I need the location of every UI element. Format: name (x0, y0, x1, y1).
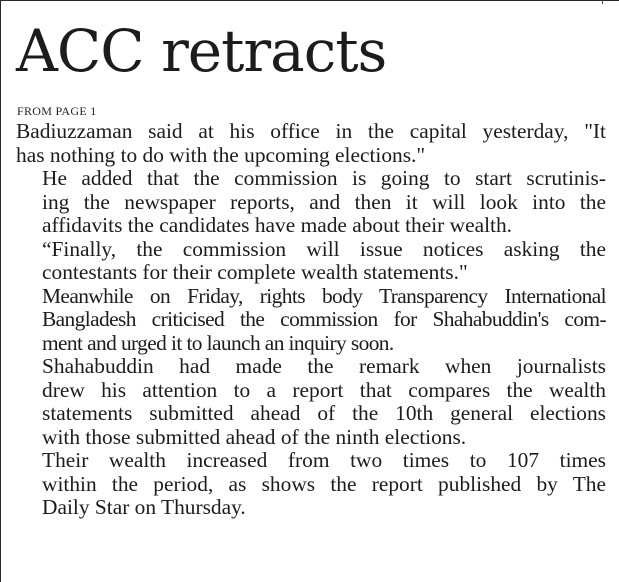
article-paragraph-4 (16, 285, 606, 356)
top-border-rule (0, 0, 619, 1)
paragraph-line: Daily Star on Thursday. (42, 495, 246, 519)
article-paragraph-5 (16, 355, 606, 449)
article-body (16, 120, 606, 520)
paragraph-line: He added that the commission is going to start scrutinis- (42, 166, 606, 190)
paragraph-line: Bangladesh criticised the commission for Shahabuddin's com- (42, 307, 606, 331)
paragraph-line: has nothing to do with the upcoming elections." (16, 142, 426, 167)
left-border-rule (0, 0, 1, 582)
paragraph-line: affidavits the candidates have made about their wealth. (42, 213, 513, 237)
paragraph-line: within the period, as shows the report published by The (42, 471, 606, 496)
paragraph-line: ing the newspaper reports, and then it will look into the (42, 189, 606, 214)
paragraph-line: Their wealth increased from two times to 107 times (42, 448, 606, 472)
paragraph-line: Meanwhile on Friday, rights body Transparency International (42, 283, 606, 308)
corner-crop-mark (602, 0, 607, 4)
paragraph-line: drew his attention to a report that compares the wealth (42, 377, 606, 402)
article-paragraph-6 (16, 449, 606, 520)
paragraph-line: Badiuzzaman said at his office in the capital yesterday, "It (16, 119, 606, 143)
paragraph-line: Shahabuddin had made the remark when journalists (42, 354, 606, 378)
jump-label: FROM PAGE 1 (17, 104, 97, 118)
paragraph-line: with those submitted ahead of the ninth elections. (42, 424, 467, 449)
paragraph-line: ment and urged it to launch an inquiry soon. (42, 330, 394, 355)
article-headline: ACC retracts (16, 17, 387, 85)
article-paragraph-3 (16, 238, 606, 285)
paragraph-line: “Finally, the commission will issue notices asking the (42, 236, 606, 261)
paragraph-line: statements submitted ahead of the 10th general elections (42, 401, 606, 425)
article-paragraph-2 (16, 167, 606, 238)
paragraph-line: contestants for their complete wealth statements." (42, 260, 468, 284)
article-paragraph-1 (16, 120, 606, 167)
